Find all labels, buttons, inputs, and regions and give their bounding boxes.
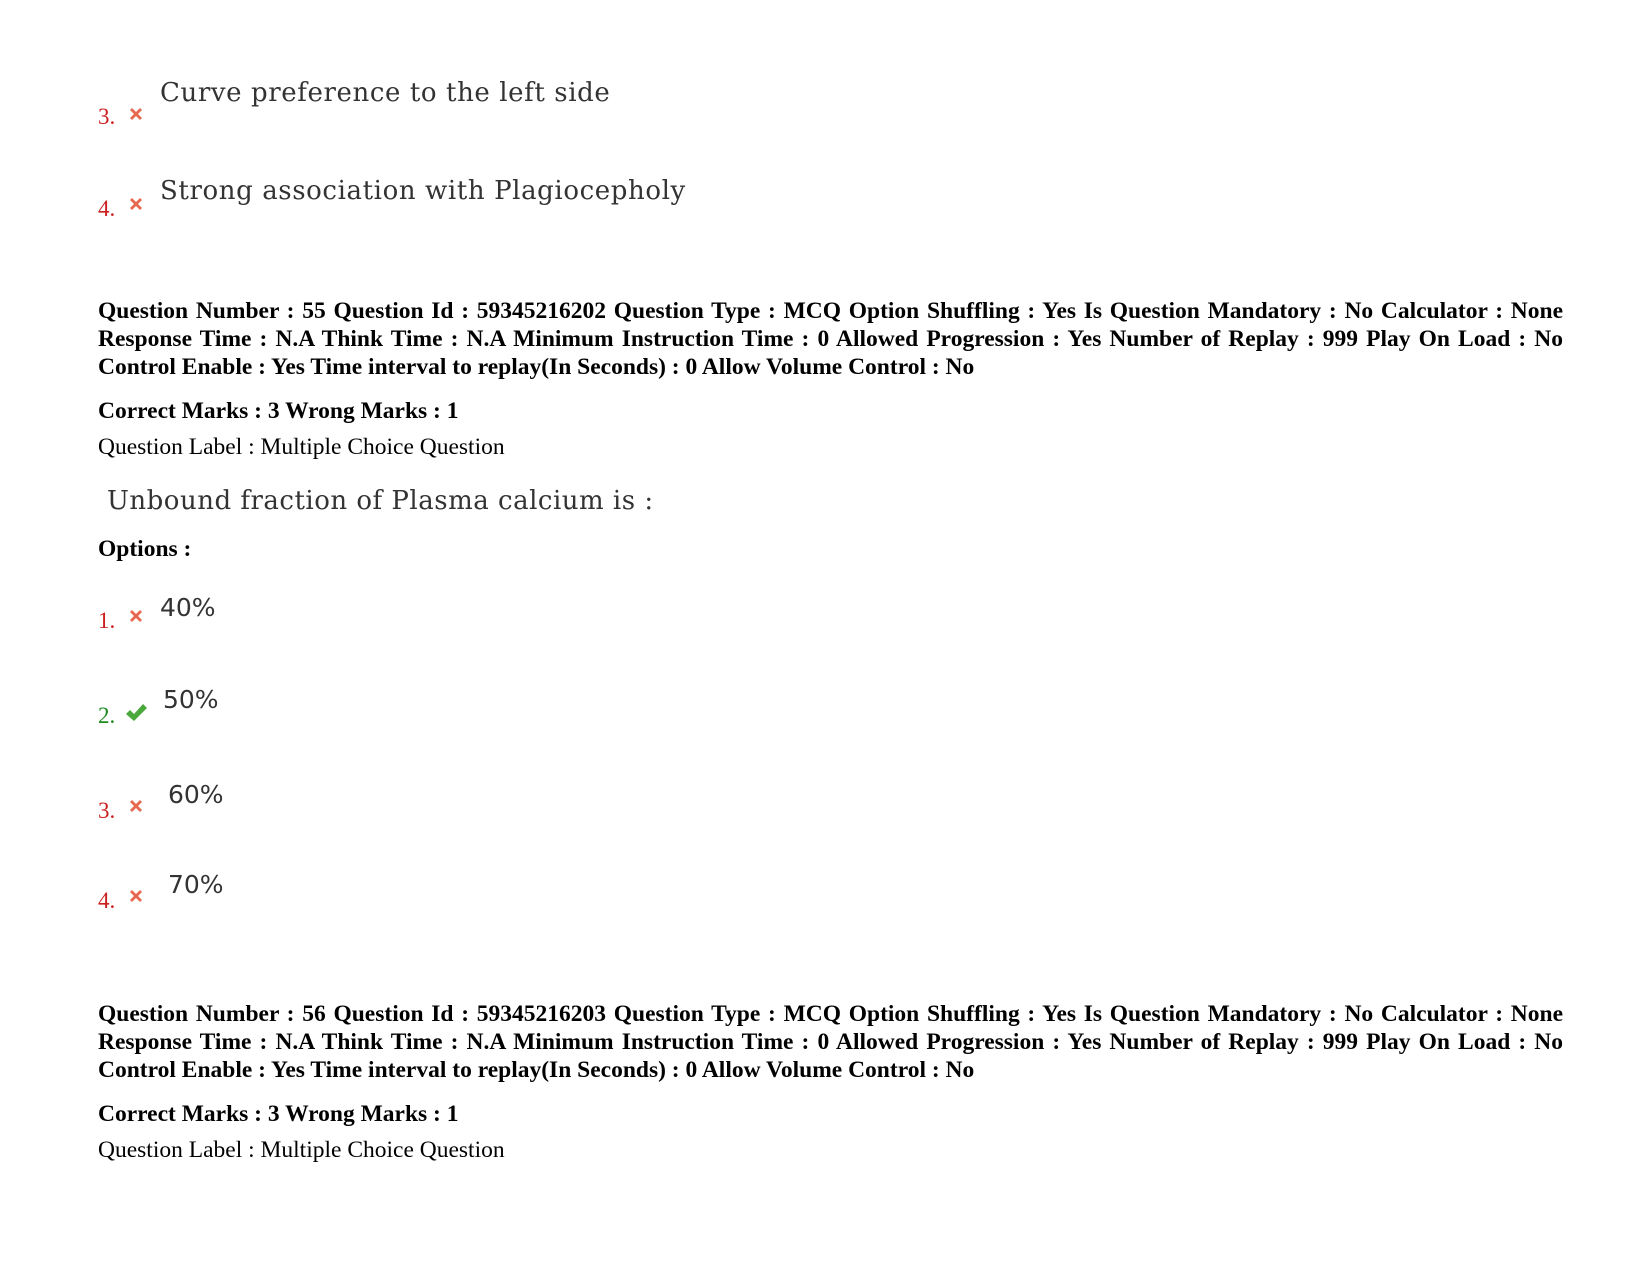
cross-icon bbox=[126, 104, 146, 124]
question-meta: Question Number : 55 Question Id : 59345216202 Question Type : MCQ Option Shuffling : Yes Is Question Mandatory : No Calculator : None Response Time : N.A Think Time : N.A Minimum Instruction Time : 0 Allowed Progression : Yes Number of Replay : 999 Play On Load : No Control Enable : Yes Time interval to replay(In Seconds) : 0 Allow Volume Control : No bbox=[98, 298, 1563, 380]
question-text: Unbound fraction of Plasma calcium is : bbox=[107, 486, 654, 516]
option-item bbox=[98, 780, 798, 823]
option-item bbox=[98, 870, 798, 913]
option-number: 2. bbox=[98, 703, 116, 728]
option-text: 40% bbox=[160, 593, 216, 622]
option-item bbox=[98, 176, 798, 221]
cross-icon bbox=[126, 886, 146, 906]
cross-icon bbox=[126, 194, 146, 214]
option-number: 3. bbox=[98, 798, 116, 823]
question-marks: Correct Marks : 3 Wrong Marks : 1 bbox=[98, 398, 459, 424]
option-item bbox=[98, 685, 798, 728]
option-number: 4. bbox=[98, 888, 116, 913]
options-heading: Options : bbox=[98, 536, 192, 562]
check-icon bbox=[124, 702, 148, 724]
option-item bbox=[98, 590, 798, 633]
cross-icon bbox=[126, 606, 146, 626]
question-label: Question Label : Multiple Choice Question bbox=[98, 434, 505, 460]
option-text: 50% bbox=[163, 685, 219, 714]
option-text: Curve preference to the left side bbox=[160, 78, 611, 108]
option-item bbox=[98, 78, 798, 129]
question-meta: Question Number : 56 Question Id : 59345216203 Question Type : MCQ Option Shuffling : Yes Is Question Mandatory : No Calculator : None Response Time : N.A Think Time : N.A Minimum Instruction Time : 0 Allowed Progression : Yes Number of Replay : 999 Play On Load : No Control Enable : Yes Time interval to replay(In Seconds) : 0 Allow Volume Control : No bbox=[98, 1001, 1563, 1083]
option-number: 3. bbox=[98, 104, 116, 129]
option-number: 1. bbox=[98, 608, 116, 633]
cross-icon bbox=[126, 796, 146, 816]
option-text: 70% bbox=[168, 870, 224, 899]
option-text: 60% bbox=[168, 780, 224, 809]
option-number: 4. bbox=[98, 196, 116, 221]
option-text: Strong association with Plagiocepholy bbox=[160, 176, 686, 206]
question-marks: Correct Marks : 3 Wrong Marks : 1 bbox=[98, 1101, 459, 1127]
question-label: Question Label : Multiple Choice Question bbox=[98, 1137, 505, 1163]
